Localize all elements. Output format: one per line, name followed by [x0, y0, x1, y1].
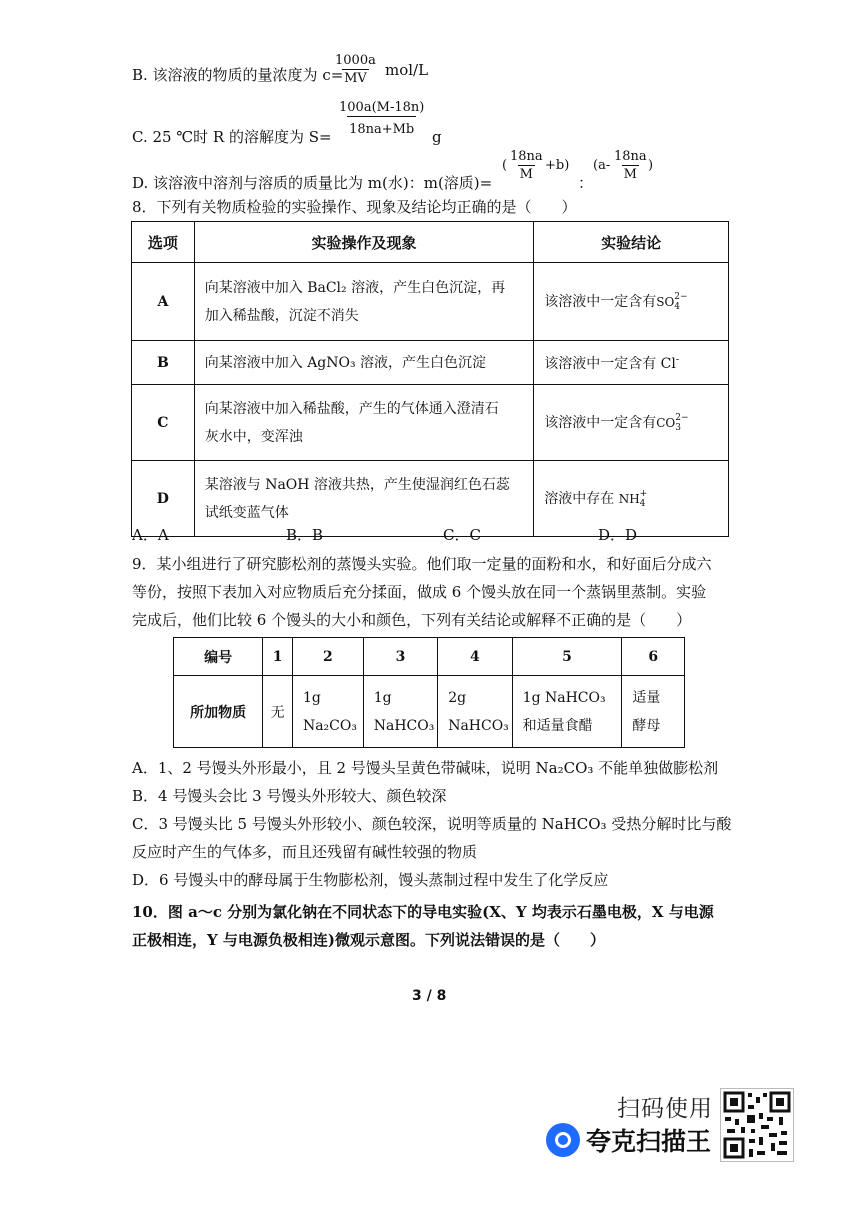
q9-header-2: 2 [292, 638, 363, 676]
q8-header-conclusion: 实验结论 [534, 222, 729, 263]
q9-option-c-line1: C．3 号馒头比 5 号馒头外形较小、颜色较深，说明等质量的 NaHCO₃ 受热分解时比与酸 [132, 815, 732, 833]
option-b-unit: mol/L [385, 61, 429, 79]
q9-option-d: D．6 号馒头中的酵母属于生物膨松剂，馒头蒸制过程中发生了化学反应 [132, 871, 609, 889]
q9-header-row [174, 638, 685, 676]
option-d-line [132, 172, 492, 193]
option-c-numerator: 100a(M-18n) [339, 100, 425, 115]
q9-cell-5-l1: 1g NaHCO₃ [522, 689, 606, 706]
q8-row-d-option: D [132, 461, 195, 537]
q8-row-c-option: C [132, 385, 195, 461]
q8-row-b-conc-text: 该溶液中一定含有 Cl [544, 355, 676, 372]
q8-header-row [132, 222, 729, 263]
q8-row-d-ion: NH [618, 492, 640, 506]
q8-row-c-ion: CO [656, 416, 676, 430]
q8-row-d-ion-sub: 4 [639, 499, 646, 509]
q8-row-a-op-line1: 向某溶液中加入 BaCl₂ 溶液，产生白色沉淀，再 [204, 279, 506, 296]
q9-cell-2 [292, 676, 363, 748]
q8-row-d-conc-text: 溶液中存在 [544, 491, 615, 507]
option-d-f2-den: M [623, 167, 637, 182]
q8-stem: 8．下列有关物质检验的实验操作、现象及结论均正确的是（ ） [132, 198, 577, 216]
qr-code-icon[interactable] [720, 1088, 794, 1162]
q9-cell-4 [438, 676, 512, 748]
option-d-f1-num: 18na [510, 149, 543, 164]
q8-row-a-conc-text: 该溶液中一定含有 [544, 294, 657, 310]
q8-header-option: 选项 [132, 222, 195, 263]
table-row [132, 461, 729, 537]
q9-option-b: B．4 号馒头会比 3 号馒头外形较大、颜色较深 [132, 787, 447, 805]
q8-row-c-ion-sup: 2− [675, 413, 689, 423]
option-b-fraction [333, 52, 378, 87]
q9-header-1: 1 [263, 638, 293, 676]
q9-header-4: 4 [438, 638, 512, 676]
q9-stem-line2: 等份，按照下表加入对应物质后充分揉面，做成 6 个馒头放在同一个蒸锅里蒸制。实验 [132, 583, 707, 601]
q8-row-c-operation [194, 385, 533, 461]
q8-row-a-ion: SO [656, 295, 675, 309]
q8-row-d-ion-script [640, 489, 648, 509]
option-d-paren2: (a- [593, 158, 611, 173]
option-b-numerator: 1000a [335, 53, 376, 68]
option-d-f2-num: 18na [614, 149, 647, 164]
q8-row-a-option: A [132, 263, 195, 341]
q8-row-a-operation [194, 263, 533, 341]
option-d-colon: ： [578, 174, 594, 192]
option-c-prefix: C. 25 ℃时 R 的溶解度为 S= [132, 128, 332, 146]
table-row [132, 341, 729, 385]
q9-header-number: 编号 [174, 638, 263, 676]
q8-choice-d: D．D [598, 526, 638, 544]
scanner-brand [546, 1122, 711, 1158]
q9-cell-3 [363, 676, 437, 748]
q8-row-b-op-line1: 向某溶液中加入 AgNO₃ 溶液，产生白色沉淀 [204, 354, 487, 371]
q9-cell-6 [622, 676, 685, 748]
q8-row-c-conclusion [534, 385, 729, 461]
option-d-f1-den: M [519, 167, 533, 182]
q10-line1: 10．图 a～c 分别为氯化钠在不同状态下的导电实验(X、Y 均表示石墨电极，X 与电源 [132, 903, 714, 921]
table-row [132, 263, 729, 341]
q8-row-a-conclusion [534, 263, 729, 341]
scan-to-use-text: 扫码使用 [617, 1096, 713, 1122]
q10-line2: 正极相连，Y 与电源负极相连)微观示意图。下列说法错误的是（ ） [132, 931, 606, 949]
q9-stem-line3: 完成后，他们比较 6 个馒头的大小和颜色，下列有关结论或解释不正确的是（ ） [132, 611, 692, 629]
q8-row-c-ion-script [675, 413, 688, 433]
scanner-brand-name: 夸克扫描王 [586, 1127, 712, 1156]
page-number: 3 / 8 [412, 988, 447, 1004]
option-b-prefix: B. 该溶液的物质的量浓度为 c= [132, 66, 344, 84]
q9-cell-5-l2: 和适量食醋 [522, 717, 593, 734]
q8-row-c-conc-text: 该溶液中一定含有 [544, 415, 657, 431]
q8-row-d-ion-sup: + [639, 489, 648, 499]
q9-cell-2-l2: Na₂CO₃ [302, 717, 357, 734]
q8-choice-c: C．C [443, 526, 481, 544]
q9-stem-line1: 9．某小组进行了研究膨松剂的蒸馒头实验。他们取一定量的面粉和水，和好面后分成六 [132, 555, 712, 573]
q8-row-b-operation [194, 341, 533, 385]
q9-cell-1: 无 [263, 676, 293, 748]
table-row [132, 385, 729, 461]
option-c-unit: g [432, 128, 442, 146]
option-c-fraction [337, 99, 426, 138]
q9-header-3: 3 [363, 638, 437, 676]
q8-row-a-ion-script [674, 292, 687, 312]
option-d-paren1: ( [502, 158, 508, 173]
q9-header-6: 6 [622, 638, 685, 676]
option-b-denominator: MV [344, 71, 367, 86]
q8-row-b-conclusion [534, 341, 729, 385]
option-c-line [132, 126, 332, 147]
option-d-fraction2 [612, 148, 649, 183]
q8-row-c-op-line1: 向某溶液中加入稀盐酸，产生的气体通入澄清石 [204, 400, 499, 417]
q9-cell-4-l2: NaHCO₃ [448, 717, 509, 734]
q9-cell-6-l2: 酵母 [632, 717, 661, 734]
q8-row-c-op-line2: 灰水中，变浑浊 [204, 428, 303, 445]
q9-cell-6-l1: 适量 [632, 689, 661, 706]
option-b-line [132, 64, 343, 85]
q9-table [173, 637, 685, 748]
q10-stem [132, 898, 752, 954]
q9-cell-3-l2: NaHCO₃ [373, 717, 435, 734]
scanner-logo-icon [546, 1123, 580, 1157]
q9-cell-5 [512, 676, 622, 748]
q9-header-5: 5 [512, 638, 622, 676]
q8-row-a-op-line2: 加入稀盐酸，沉淀不消失 [204, 307, 359, 324]
option-c-denominator: 18na+Mb [347, 116, 416, 138]
q8-header-operation: 实验操作及现象 [194, 222, 533, 263]
q9-cell-2-l1: 1g [302, 689, 321, 706]
qr-code-graphic [721, 1089, 793, 1161]
q8-row-d-op-line2: 试纸变蓝气体 [204, 504, 289, 521]
table-row [174, 676, 685, 748]
q8-row-a-ion-sub: 4 [674, 302, 681, 312]
option-d-fraction1 [508, 148, 545, 183]
q9-option-c-line2: 反应时产生的气体多，而且还残留有碱性较强的物质 [132, 843, 478, 861]
q9-cell-4-l1: 2g [448, 689, 467, 706]
q8-row-d-op-line1: 某溶液与 NaOH 溶液共热，产生使湿润红色石蕊 [204, 476, 510, 493]
q8-row-b-option: B [132, 341, 195, 385]
q9-row-label: 所加物质 [174, 676, 263, 748]
q8-row-a-ion-sup: 2− [674, 292, 688, 302]
q8-table [131, 221, 729, 537]
option-d-tail1: +b) [545, 158, 570, 173]
q9-option-a: A．1、2 号馒头外形最小，且 2 号馒头呈黄色带碱味，说明 Na₂CO₃ 不能单独做膨松剂 [132, 759, 719, 777]
q9-cell-3-l1: 1g [373, 689, 392, 706]
q8-row-c-ion-sub: 3 [675, 423, 681, 433]
q8-choice-b: B．B [286, 526, 324, 544]
q8-row-b-ion-sup: - [675, 353, 680, 365]
option-d-tail2: ) [648, 158, 654, 173]
q9-stem [132, 550, 742, 634]
q8-row-d-operation [194, 461, 533, 537]
option-d-prefix: D. 该溶液中溶剂与溶质的质量比为 m(水)：m(溶质)= [132, 174, 493, 192]
q8-choice-a: A．A [132, 526, 169, 544]
q9-options [132, 754, 752, 894]
